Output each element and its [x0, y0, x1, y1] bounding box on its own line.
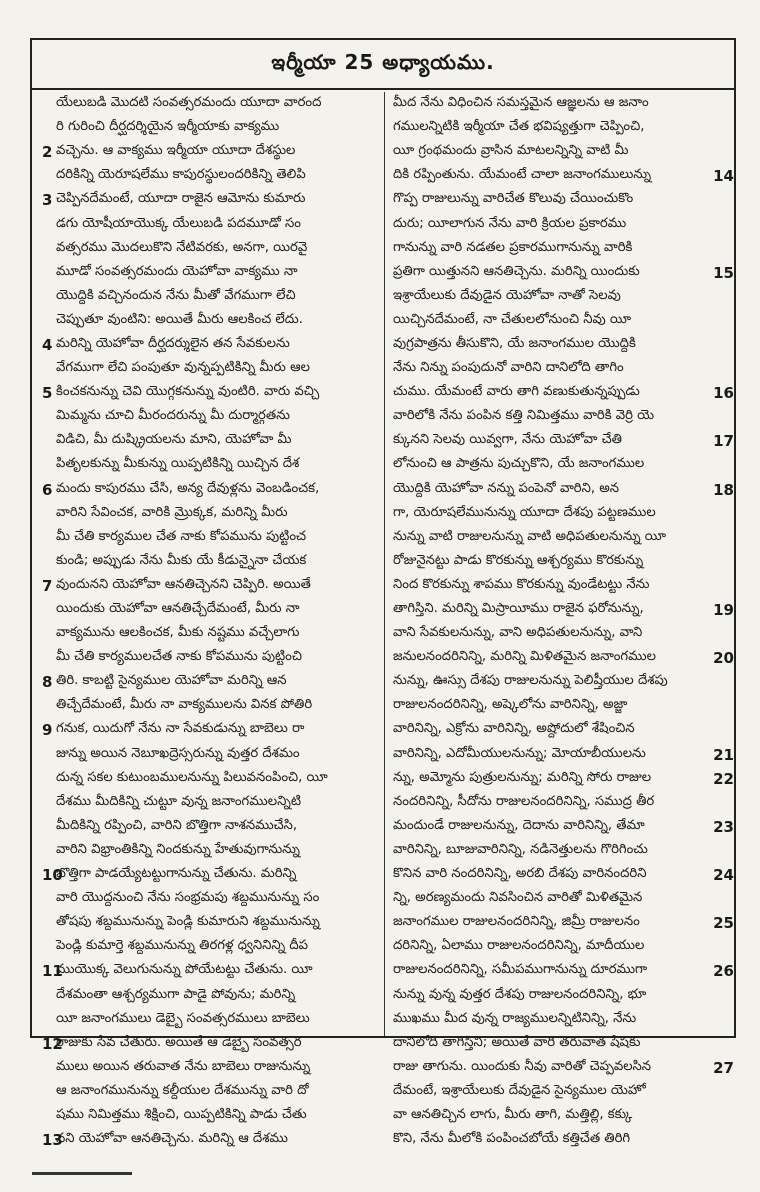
text-line: [393, 863, 734, 887]
verse-number: 20: [713, 649, 734, 668]
left-column: [42, 92, 385, 1150]
text-line: [393, 815, 734, 839]
line-text: వారినిన్ని, ఎక్రోను వారినిన్ని, అష్దోదులో శేషించిన: [393, 721, 635, 737]
line-text: క్కునని సెలవు యివ్వగా, నేను యెహోవా చేతి: [393, 432, 622, 448]
text-line: [393, 1008, 734, 1032]
line-text: షము నిమిత్తము శిక్షించి, యిప్పటికిన్ని పాడు చేతు: [56, 1106, 307, 1122]
text-line: [42, 983, 380, 1007]
line-text: గానున్ను వారి నడతల ప్రకారముగానున్ను వారికి: [393, 239, 633, 255]
text-line: [42, 863, 380, 887]
text-line: [42, 526, 380, 550]
text-line: [42, 164, 380, 188]
verse-number: 2: [42, 143, 53, 162]
text-line: [393, 743, 734, 767]
text-line: [393, 935, 734, 959]
page-frame: [30, 38, 736, 1150]
line-text: కొని, నేను మీలోకి పంపించబోయే కత్తిచేత తిరిగి: [393, 1131, 631, 1147]
verse-number: 3: [42, 191, 53, 210]
line-text: యొద్దికి యెహోవా నన్ను పంపెనో వారిని, అన: [393, 480, 620, 496]
verse-number: 22: [713, 769, 734, 788]
line-text: దేశము మీదికిన్ని చుట్టూ వున్న జనాంగములన్నిటి: [56, 793, 302, 809]
text-line: [42, 429, 380, 453]
verse-number: 16: [713, 384, 734, 403]
text-line: [393, 140, 734, 164]
line-text: వారినిన్ని, ఎదోమీయులనున్ను; మోయాబీయులను: [393, 745, 646, 761]
verse-number: 18: [713, 480, 734, 499]
text-line: [42, 959, 380, 983]
line-text: రాజులనందరినిన్ని, అష్కెలోను వారినిన్ని, అజ్జా: [393, 697, 628, 713]
text-line: [393, 1128, 734, 1152]
line-text: యొద్దికి వచ్చినందున నేను మీతో వేగముగా లేచి: [56, 287, 296, 303]
text-line: [393, 453, 734, 477]
text-line: [393, 502, 734, 526]
text-line: [42, 646, 380, 670]
text-line: [42, 478, 380, 502]
line-text: జనులనందరినిన్ని, మరిన్ని మిళితమైన జనాంగముల: [393, 649, 656, 665]
line-text: రోజునైనట్టు పాడు కొరకున్ను ఆశ్చర్యము కొరకున్ను: [393, 552, 644, 568]
text-line: [42, 1032, 380, 1056]
text-line: [42, 598, 380, 622]
line-text: వారిని సేవించక, వారికి మ్రొక్కక, మరిన్ని మీరు: [56, 504, 288, 520]
line-text: యేలుబడి మొదటి సంవత్సరమందు యూదా వారంద: [56, 95, 322, 111]
line-text: బొత్తిగా పాడయ్యేటట్టుగానున్ను చేతును. మరిన్ని: [56, 866, 297, 882]
text-line: [393, 1032, 734, 1056]
line-text: నున్ను, ఊస్సు దేశపు రాజులనున్ను పెలిష్తీయుల దేశపు: [393, 673, 668, 689]
text-line: [42, 92, 380, 116]
verse-number: 10: [42, 866, 63, 885]
verse-number: 15: [713, 263, 734, 282]
line-text: దానిలోది తాగిస్తిని; అయితే వారి తరువాత షేషకు: [393, 1034, 641, 1050]
line-text: చెప్పినదేమంటే, యూదా రాజైన ఆమోను కుమారు: [56, 191, 306, 207]
line-text: యిందుకు యెహోవా ఆనతిచ్చేదేమంటే, మీరు నా: [56, 601, 300, 617]
text-line: [393, 116, 734, 140]
text-line: [42, 767, 380, 791]
text-line: [393, 285, 734, 309]
line-text: దరినిన్ని, ఏలాము రాజులనందరినిన్ని, మాదీయుల: [393, 938, 645, 954]
text-line: [393, 670, 734, 694]
footer-rule: [32, 1172, 132, 1175]
text-line: [393, 429, 734, 453]
line-text: వాక్యమును ఆలకించక, మీకు నష్టము వచ్చేలాగు: [56, 625, 300, 641]
line-text: వా ఆనతిచ్చిన లాగు, మీరు తాగి, మత్తిల్లి, కక్కు: [393, 1106, 633, 1122]
text-line: [393, 1104, 734, 1128]
line-text: వారి యొద్దనుంచి నేను సంభ్రమపు శబ్దమునున్ను సం: [56, 890, 320, 906]
verse-number: 6: [42, 480, 53, 499]
text-line: [42, 1056, 380, 1080]
line-text: వుందునని యెహోవా ఆనతిచ్చెనని చెప్పిరి. అయితే: [56, 576, 311, 592]
text-line: [393, 526, 734, 550]
line-text: రాజులనందరినిన్ని, సమీపముగానున్ను దూరముగా: [393, 962, 648, 978]
line-text: వేగముగా లేచి పంపుతూ వున్నప్పటికిన్ని మీరు ఆల: [56, 360, 310, 376]
text-line: [393, 405, 734, 429]
line-text: నున్ను వున్న వుత్తర దేశపు రాజులనందరినిన్ని, భూ: [393, 986, 647, 1002]
text-line: [393, 839, 734, 863]
line-text: వారిని విభ్రాంతికిన్ని నిందకున్ను హేతువుగానున్ను: [56, 841, 300, 857]
line-text: గనుక, యిదుగో నేను నా సేవకుడున్ను బాబెలు రా: [56, 721, 305, 737]
line-text: మీ చేతి కార్యముల చేత నాకు కోపమును పుట్టించ: [56, 528, 307, 544]
verse-number: 24: [713, 866, 734, 885]
line-text: తాగిస్తిని. మరిన్ని మిస్రాయీము రాజైన ఫరోనున్ను,: [393, 601, 644, 617]
line-text: మీద నేను విధించిన సమస్తమైన ఆజ్ఞలను ఆ జనాం: [393, 95, 649, 111]
text-line: [393, 92, 734, 116]
line-text: వచ్చెను. ఆ వాక్యము ఇర్మీయా యూదా దేశస్థుల: [56, 143, 296, 159]
line-text: వారినిన్ని, బూజువారినిన్ని, నడినెత్తులను గొరిగించు: [393, 841, 648, 857]
line-text: వాని సేవకులనున్ను, వాని అధిపతులనున్ను, వాని: [393, 625, 643, 641]
text-line: [393, 309, 734, 333]
text-line: [393, 261, 734, 285]
text-line: [393, 983, 734, 1007]
text-line: [393, 1080, 734, 1104]
text-line: [393, 767, 734, 791]
line-text: తిచ్చేదేమంటే, మీరు నా వాక్యములను వినక పోతిరి: [56, 697, 313, 713]
verse-number: 27: [713, 1058, 734, 1077]
text-line: [42, 670, 380, 694]
text-line: [393, 887, 734, 911]
text-line: [42, 140, 380, 164]
text-line: [42, 261, 380, 285]
text-line: [393, 598, 734, 622]
line-text: తోషపు శబ్దమునున్ను పెండ్లి కుమారుని శబ్దమునున్ను: [56, 914, 320, 930]
verse-number: 8: [42, 673, 53, 692]
text-line: [42, 1104, 380, 1128]
line-text: గొప్ప రాజులున్ను వారిచేత కొలువు చేయించుకొం: [393, 191, 634, 207]
verse-number: 9: [42, 721, 53, 740]
text-line: [42, 212, 380, 236]
line-text: కించకనున్ను చెవి యొగ్గకనున్ను వుంటిరి. వారు వచ్చి: [56, 384, 320, 400]
line-text: మరిన్ని యెహోవా దీర్ఘదర్శులైన తన సేవకులను: [56, 335, 290, 351]
line-text: కుండి; అప్పుడు నేను మీకు యే కీడున్నైనా చేయక: [56, 552, 307, 568]
text-line: [42, 911, 380, 935]
line-text: వత్సరము మొదలుకొని నేటివరకు, అనగా, యిరవై: [56, 239, 308, 255]
line-text: యీ గ్రంథమందు వ్రాసిన మాటలన్నిన్ని వాటి మీ: [393, 143, 629, 159]
line-text: గా, యెరూషలేమునున్ను యూదా దేశపు పట్టణముల: [393, 504, 656, 520]
text-line: [393, 164, 734, 188]
verse-number: 23: [713, 817, 734, 836]
line-text: గములన్నిటికి ఇర్మీయా చేత భవిష్యత్తుగా చెప్పించి,: [393, 119, 645, 135]
text-line: [42, 309, 380, 333]
text-line: [42, 405, 380, 429]
text-line: [393, 911, 734, 935]
text-line: [42, 116, 380, 140]
text-line: [393, 550, 734, 574]
line-text: జున్ను అయిన నెబూఖద్రెస్సరున్ను వుత్తర దేశమం: [56, 745, 300, 761]
line-text: కొనిన వారి నందరినిన్ని, అరబి దేశపు వారినందరిని: [393, 866, 647, 882]
right-column: [389, 92, 734, 1147]
verse-number: 4: [42, 335, 53, 354]
text-line: [42, 188, 380, 212]
text-line: [393, 574, 734, 598]
line-text: మూడో సంవత్సరమందు యెహోవా వాక్యము నా: [56, 263, 298, 279]
line-text: జనాంగముల రాజులనందరినిన్ని, జిమ్రీ రాజులనం: [393, 914, 640, 930]
text-line: [393, 791, 734, 815]
text-line: [42, 550, 380, 574]
text-line: [393, 718, 734, 742]
text-line: [42, 381, 380, 405]
line-text: మందుండే రాజులనున్ను, దెదాను వారినిన్ని, తేమా: [393, 817, 645, 833]
line-text: రాజు తాగును. యిందుకు నీవు వారితో చెప్పవలసిన: [393, 1058, 652, 1074]
line-text: మీ చేతి కార్యములచేత నాకు కోపమును పుట్టించి: [56, 649, 302, 665]
verse-number: 13: [42, 1131, 63, 1150]
text-line: [393, 478, 734, 502]
verse-number: 5: [42, 384, 53, 403]
verse-number: 21: [713, 745, 734, 764]
text-line: [42, 815, 380, 839]
line-text: న్ని, అరణ్యమందు నివసించిన వారితో మిళితమైన: [393, 890, 643, 906]
chapter-title: ఇర్మీయా 25 అధ్యాయము.: [271, 49, 495, 74]
line-text: యిచ్చినదేమంటే, నా చేతులలోనుంచి నీవు యీ: [393, 311, 632, 327]
text-line: [42, 453, 380, 477]
line-text: దేమంటే, ఇశ్రాయేలుకు దేవుడైన సైన్యముల యెహో: [393, 1082, 646, 1098]
text-line: [393, 646, 734, 670]
line-text: దరికిన్ని యెరూషలేము కాపురస్థులందరికిన్ని తెలిపి: [56, 167, 306, 183]
line-text: మీదికిన్ని రప్పించి, వారిని బొత్తిగా నాశనముచేసి,: [56, 817, 298, 833]
text-line: [42, 357, 380, 381]
line-text: రాజుకు సేవ చేతురు. అయితే ఆ డెబ్బై సంవత్సర: [56, 1034, 302, 1050]
text-line: [393, 1056, 734, 1080]
line-text: మిమ్మను చూచి మీరందరున్ను మీ దుర్మార్గతను: [56, 408, 290, 424]
text-line: [393, 694, 734, 718]
text-line: [42, 887, 380, 911]
line-text: రి గురించి దీర్ఘదర్శియైన ఇర్మీయాకు వాక్యము: [56, 119, 280, 135]
line-text: ములు అయిన తరువాత నేను బాబెలు రాజునున్ను: [56, 1058, 311, 1074]
text-line: [393, 357, 734, 381]
text-line: [42, 574, 380, 598]
line-text: ముయొక్క వెలుగునున్ను పోయేటట్టు చేతును. యీ: [56, 962, 313, 978]
text-line: [393, 959, 734, 983]
line-text: లోనుంచి ఆ పాత్రను పుచ్చుకొని, యే జనాంగముల: [393, 456, 645, 472]
text-line: [42, 285, 380, 309]
verse-number: 7: [42, 576, 53, 595]
line-text: పితృలకున్ను మీకున్ను యిప్పటికిన్ని యిచ్చిన దేశ: [56, 456, 300, 472]
line-text: చుము. యేమంటే వారు తాగి వణుకుతున్నప్పుడు: [393, 384, 640, 400]
line-text: వుగ్రపాత్రను తీసుకొని, యే జనాంగముల యొద్దికి: [393, 335, 636, 351]
text-line: [42, 502, 380, 526]
line-text: ముఖము మీద వున్న రాజ్యములన్నిటినిన్ని, నేను: [393, 1010, 637, 1026]
line-text: తిరి. కాబట్టి సైన్యముల యెహోవా మరిన్ని ఆన: [56, 673, 287, 689]
text-line: [42, 791, 380, 815]
line-text: యీ జనాంగములు డెబ్బై సంవత్సరములు బాబెలు: [56, 1010, 310, 1026]
line-text: నేను నిన్ను పంపుదునో వారిని దానిలోది తాగిం: [393, 360, 624, 376]
line-text: వారిలోకి నేను పంపిన కత్తి నిమిత్తము వారికి వెర్రి యె: [393, 408, 655, 424]
text-line: [42, 622, 380, 646]
verse-number: 12: [42, 1034, 63, 1053]
verse-number: 19: [713, 601, 734, 620]
verse-number: 14: [713, 167, 734, 186]
text-line: [42, 743, 380, 767]
text-line: [393, 622, 734, 646]
verse-number: 26: [713, 962, 734, 981]
text-line: [393, 381, 734, 405]
text-line: [42, 1128, 380, 1152]
text-line: [393, 188, 734, 212]
line-text: దున్న సకల కుటుంబములనున్ను పిలువనంపించి, యీ: [56, 769, 328, 785]
line-text: దేశమంతా ఆశ్చర్యముగా పాడై పోవును; మరిన్ని: [56, 986, 296, 1002]
text-line: [393, 212, 734, 236]
line-text: నందరినిన్ని, సీదోను రాజులనందరినిన్ని, సముద్ర తీర: [393, 793, 655, 809]
line-text: ఇశ్రాయేలుకు దేవుడైన యెహోవా నాతో సెలవు: [393, 287, 621, 303]
line-text: మందు కాపురము చేసి, అన్య దేవుళ్లను వెంబడించక,: [56, 480, 320, 496]
verse-number: 11: [42, 962, 63, 981]
text-line: [393, 333, 734, 357]
text-line: [42, 1008, 380, 1032]
line-text: దికి రప్పింతును. యేమంటే చాలా జనాంగములున్ను: [393, 167, 652, 183]
text-line: [42, 718, 380, 742]
line-text: నింద కొరకున్ను శాపము కొరకున్ను వుండేటట్టు నేను: [393, 576, 650, 592]
line-text: డగు యోషీయాయొక్క యేలుబడి పదమూడో సం: [56, 215, 301, 231]
line-text: నున్ను వాటి రాజులనున్ను వాటి అధిపతులనున్ను యీ: [393, 528, 666, 544]
line-text: చెప్పుతూ వుంటిని: అయితే మీరు ఆలకించ లేదు.: [56, 311, 303, 327]
text-line: [42, 1080, 380, 1104]
line-text: నని యెహోవా ఆనతిచ్చెను. మరిన్ని ఆ దేశము: [56, 1131, 288, 1147]
text-line: [42, 839, 380, 863]
text-line: [42, 935, 380, 959]
text-line: [393, 237, 734, 261]
verse-number: 17: [713, 432, 734, 451]
chapter-header: [32, 40, 734, 90]
verse-number: 25: [713, 914, 734, 933]
text-line: [42, 694, 380, 718]
line-text: పెండ్లి కుమార్తె శబ్దమునున్ను తిరగళ్ల ధ్వనినిన్ని దీప: [56, 938, 309, 954]
line-text: ఆ జనాంగమునున్ను కల్దీయుల దేశమున్ను వారి దో: [56, 1082, 309, 1098]
line-text: ప్రతిగా యిత్తునని ఆనతిచ్చెను. మరిన్ని యిందుకు: [393, 263, 640, 279]
text-line: [42, 333, 380, 357]
text-line: [42, 237, 380, 261]
line-text: దురు; యీలాగున నేను వారి క్రియల ప్రకారము: [393, 215, 627, 231]
line-text: న్ను, అమ్మోను పుత్రులనున్ను; మరిన్ని సోరు రాజుల: [393, 769, 652, 785]
line-text: విడిచి, మీ దుష్క్రియలను మాని, యెహోవా మీ: [56, 432, 292, 448]
